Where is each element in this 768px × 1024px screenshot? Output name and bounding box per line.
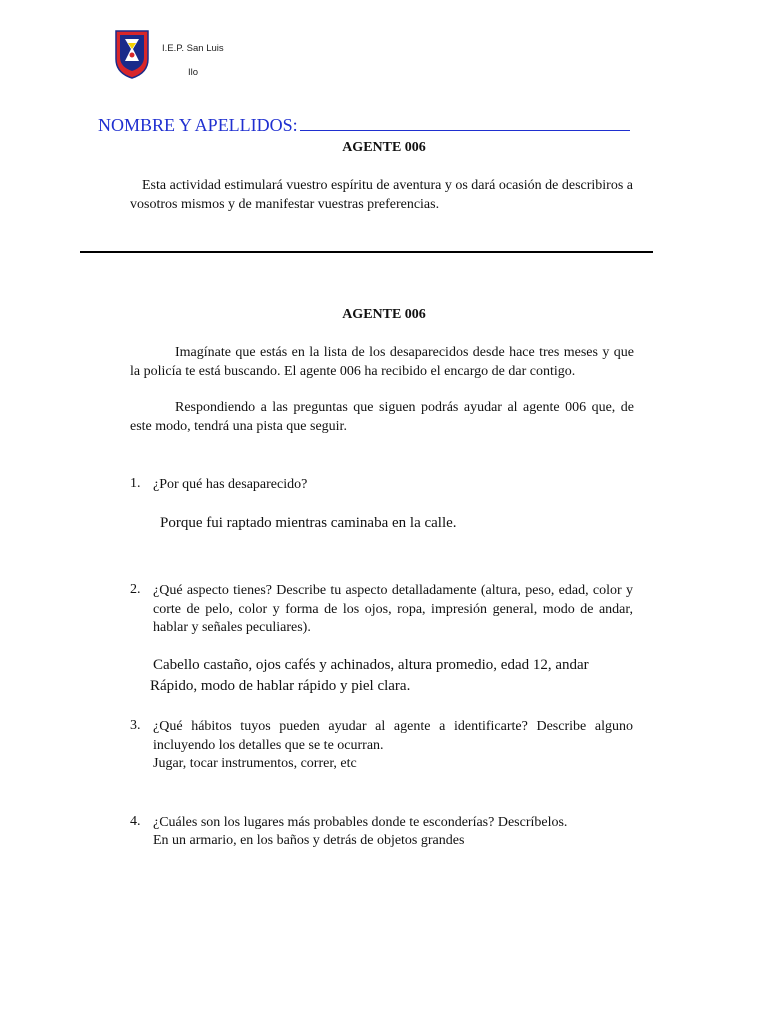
question-text: ¿Cuáles son los lugares más probables donde te esconderías? Descríbelos. bbox=[153, 815, 568, 830]
section1-title: AGENTE 006 bbox=[342, 140, 426, 155]
answer-text-line-2[interactable]: Rápido, modo de hablar rápido y piel clara. bbox=[150, 678, 411, 694]
name-field-row bbox=[98, 115, 630, 136]
intro-paragraph: Esta actividad estimulará vuestro espíritu de aventura y os dará ocasión de describiros a vosotros mismos y de manifestar vuestras preferencias. bbox=[130, 178, 633, 212]
section2-title: AGENTE 006 bbox=[342, 307, 426, 322]
instructions-paragraph-1: Imagínate que estás en la lista de los desaparecidos desde hace tres meses y que la policía te está buscando. El agente 006 ha recibido el encargo de dar contigo. bbox=[130, 345, 634, 379]
name-blank-line[interactable] bbox=[300, 115, 630, 131]
question-text: ¿Qué hábitos tuyos pueden ayudar al agente a identificarte? Describe alguno incluyendo los detalles que se te ocurran. bbox=[153, 719, 633, 753]
name-label: NOMBRE Y APELLIDOS: bbox=[98, 115, 298, 135]
question-text: ¿Qué aspecto tienes? Describe tu aspecto detalladamente (altura, peso, edad, color y corte de pelo, color y forma de los ojos, ropa, impresión general, modo de andar, hablar y señales peculiares). bbox=[153, 583, 633, 635]
school-city: Ilo bbox=[188, 67, 199, 78]
question-number: 4. bbox=[130, 814, 141, 829]
answer-text[interactable]: En un armario, en los baños y detrás de objetos grandes bbox=[153, 833, 465, 848]
answer-text[interactable]: Porque fui raptado mientras caminaba en la calle. bbox=[160, 515, 457, 531]
instructions-paragraph-2: Respondiendo a las preguntas que siguen podrás ayudar al agente 006 que, de este modo, tendrá una pista que seguir. bbox=[130, 400, 634, 434]
school-name: I.E.P. San Luis bbox=[162, 43, 224, 54]
question-number: 1. bbox=[130, 476, 141, 491]
school-crest-logo bbox=[114, 29, 150, 79]
question-number: 3. bbox=[130, 718, 141, 733]
horizontal-divider bbox=[80, 251, 653, 253]
answer-text[interactable]: Jugar, tocar instrumentos, correr, etc bbox=[153, 756, 357, 771]
question-text: ¿Por qué has desaparecido? bbox=[153, 477, 308, 492]
question-number: 2. bbox=[130, 582, 141, 597]
answer-text-line-1[interactable]: Cabello castaño, ojos cafés y achinados, altura promedio, edad 12, andar bbox=[153, 657, 589, 673]
